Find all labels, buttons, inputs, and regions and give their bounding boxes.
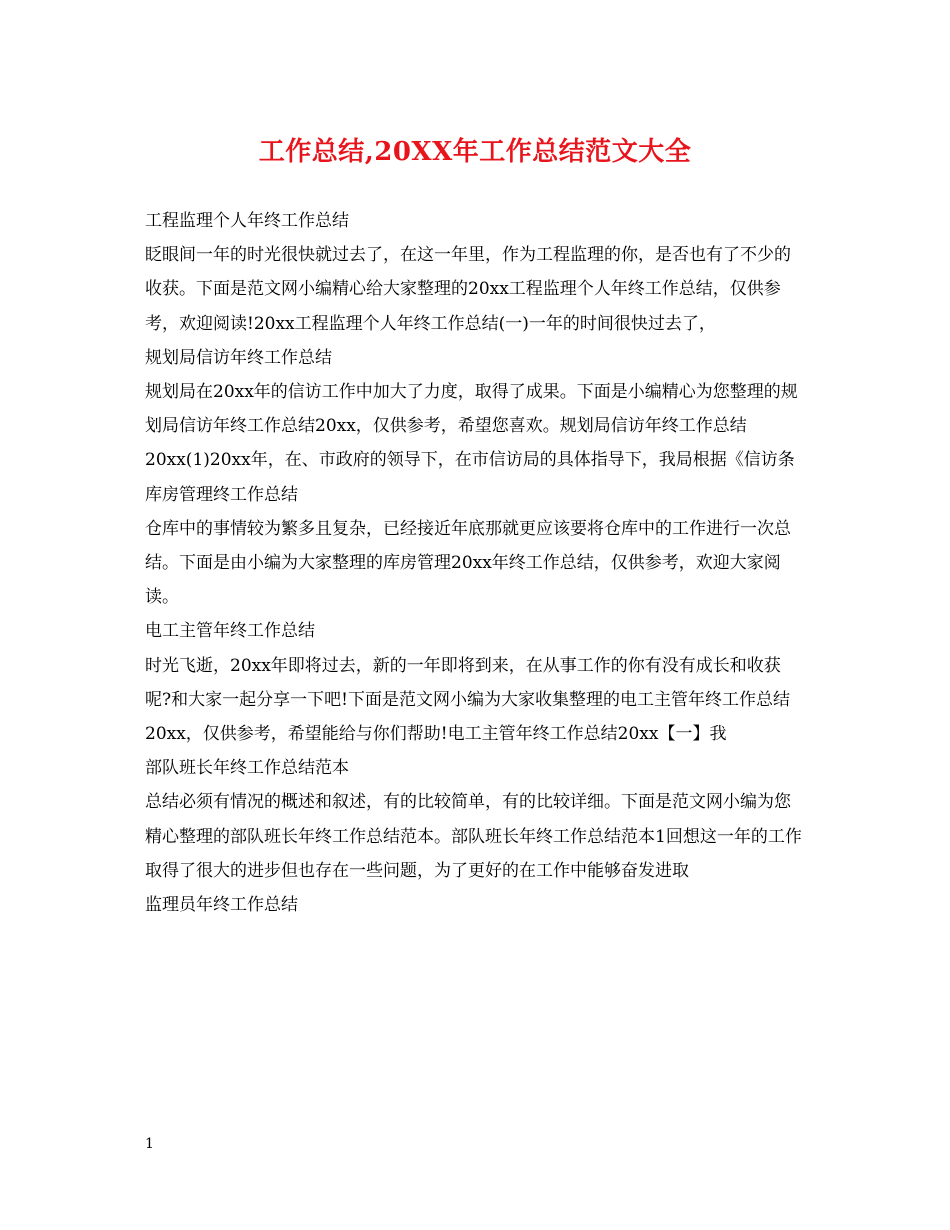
page-number: 1 <box>145 1136 154 1152</box>
document-title: 工作总结,20XX年工作总结范文大全 <box>258 137 692 167</box>
section-heading: 部队班长年终工作总结范本 <box>145 758 349 779</box>
section-heading: 监理员年终工作总结 <box>145 895 298 916</box>
section-heading: 电工主管年终工作总结 <box>145 621 315 642</box>
section-body: 仓库中的事情较为繁多且复杂，已经接近年底那就更应该要将仓库中的工作进行一次总结。下面是由小编为大家整理的库房管理20xx年终工作总结，仅供参考，欢迎大家阅读。 <box>145 518 791 608</box>
section-body: 时光飞逝，20xx年即将过去，新的一年即将到来，在从事工作的你有没有成长和收获呢?和大家一起分享一下吧!下面是范文网小编为大家收集整理的电工主管年终工作总结20xx，仅供参考，希望能给与你们帮助!电工主管年终工作总结20xx【一】我 <box>145 655 790 745</box>
section-heading: 库房管理终工作总结 <box>145 484 298 505</box>
section-heading: 规划局信访年终工作总结 <box>145 347 332 368</box>
section-body: 规划局在20xx年的信访工作中加大了力度，取得了成果。下面是小编精心为您整理的规划局信访年终工作总结20xx，仅供参考，希望您喜欢。规划局信访年终工作总结20xx(1)20xx年，在、市政府的领导下，在市信访局的具体指导下，我局根据《信访条 <box>145 382 798 471</box>
section-body: 眨眼间一年的时光很快就过去了，在这一年里，作为工程监理的你，是否也有了不少的收获。下面是范文网小编精心给大家整理的20xx工程监理个人年终工作总结，仅供参考，欢迎阅读!20xx工程监理个人年终工作总结(一)一年的时间很快过去了， <box>145 245 791 334</box>
section-heading: 工程监理个人年终工作总结 <box>145 211 349 231</box>
section-body: 总结必须有情况的概述和叙述，有的比较简单，有的比较详细。下面是范文网小编为您精心整理的部队班长年终工作总结范本。部队班长年终工作总结范本1回想这一年的工作取得了很大的进步但也存在一些问题，为了更好的在工作中能够奋发进取 <box>145 792 802 881</box>
document-body <box>145 204 805 922</box>
